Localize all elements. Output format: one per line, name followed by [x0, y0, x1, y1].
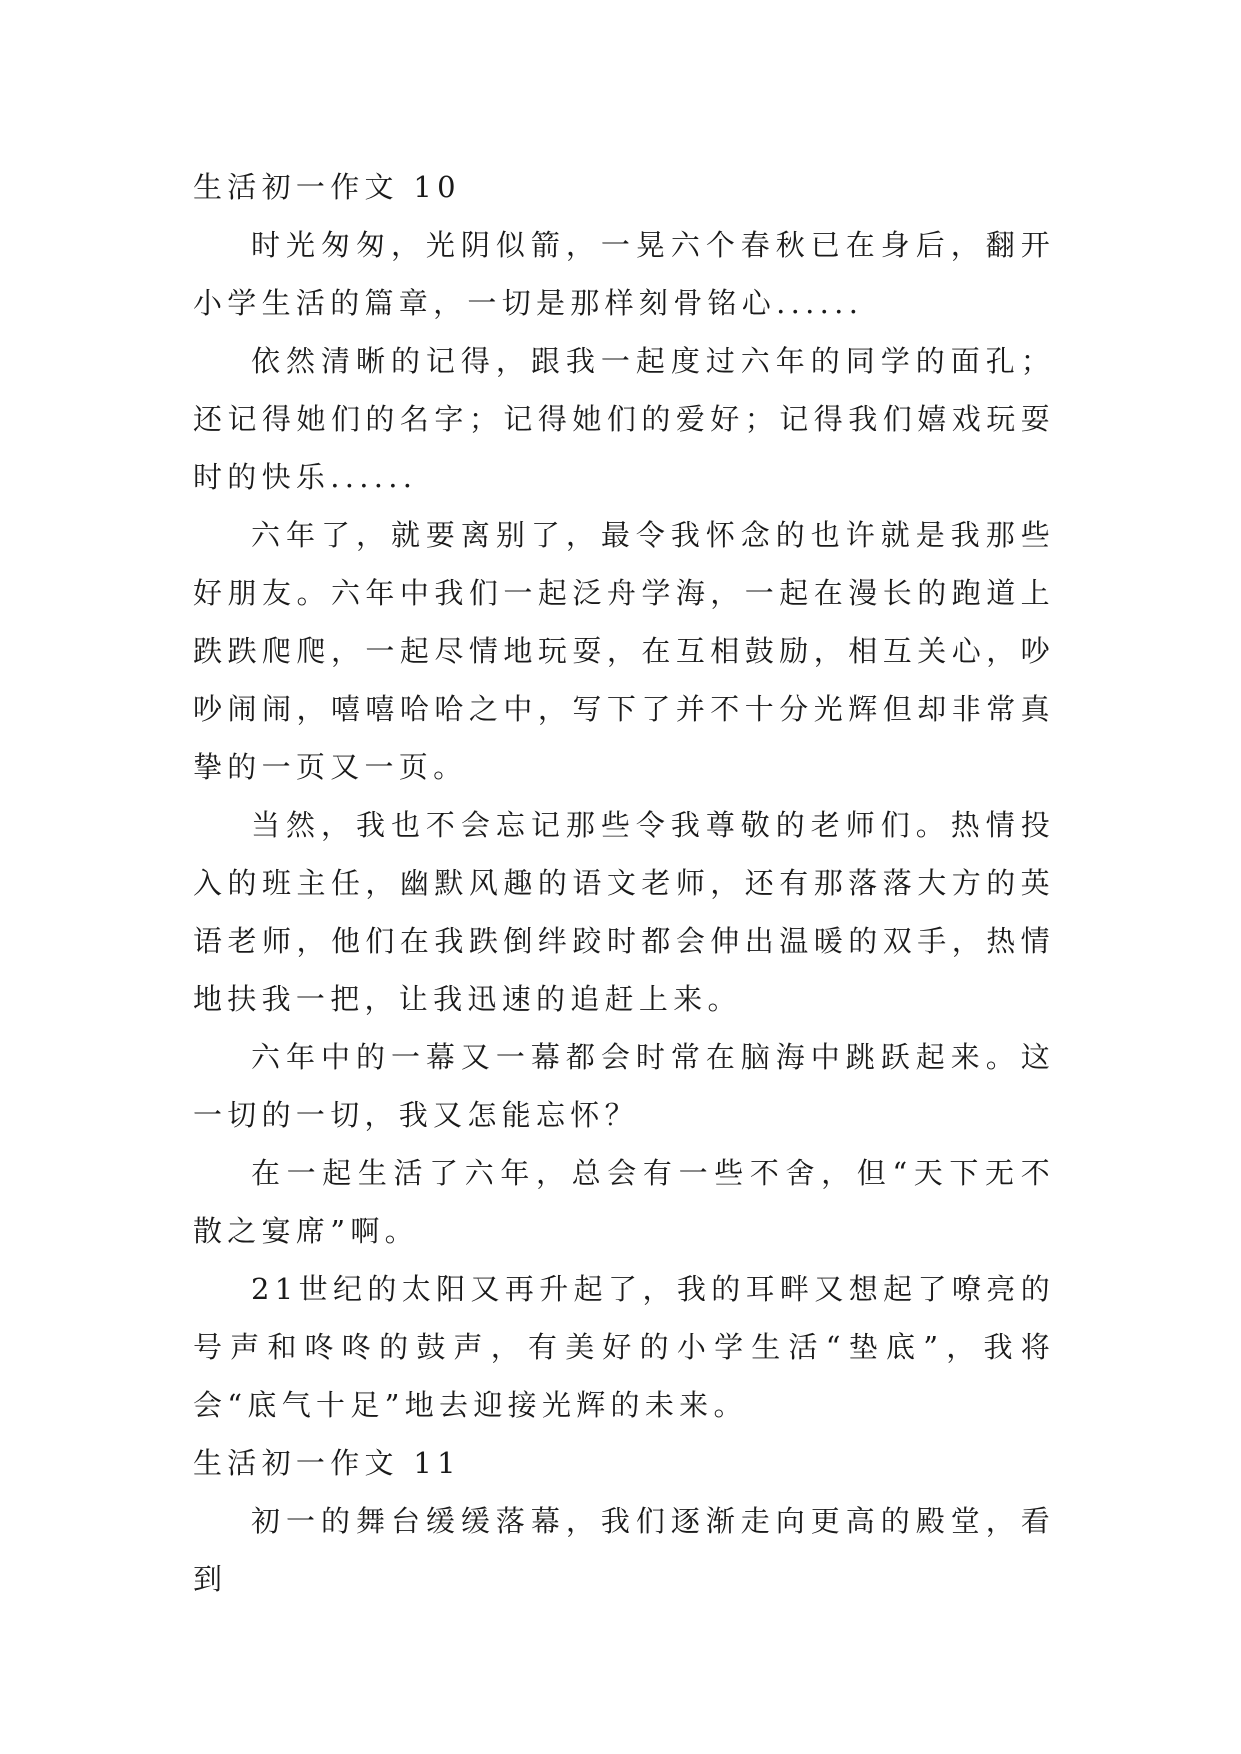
paragraph: 依然清晰的记得，跟我一起度过六年的同学的面孔；还记得她们的名字；记得她们的爱好；记得我们嬉戏玩耍时的快乐......: [193, 344, 1055, 494]
paragraph: 当然，我也不会忘记那些令我尊敬的老师们。热情投入的班主任，幽默风趣的语文老师，还有那落落大方的英语老师，他们在我跌倒绊跤时都会伸出温暖的双手，热情地扶我一把，让我迅速的追赶上来。: [193, 808, 1055, 1016]
paragraph: 时光匆匆，光阴似箭，一晃六个春秋已在身后，翻开小学生活的篇章，一切是那样刻骨铭心......: [193, 228, 1055, 320]
paragraph: 21世纪的太阳又再升起了，我的耳畔又想起了嘹亮的号声和咚咚的鼓声，有美好的小学生活“垫底”，我将会“底气十足”地去迎接光辉的未来。: [193, 1272, 1055, 1422]
paragraph: 六年中的一幕又一幕都会时常在脑海中跳跃起来。这一切的一切，我又怎能忘怀？: [193, 1040, 1055, 1132]
paragraph: 六年了，就要离别了，最令我怀念的也许就是我那些好朋友。六年中我们一起泛舟学海，一起在漫长的跑道上跌跌爬爬，一起尽情地玩耍，在互相鼓励，相互关心，吵吵闹闹，嘻嘻哈哈之中，写下了并不十分光辉但却非常真挚的一页又一页。: [193, 518, 1055, 784]
paragraph: 在一起生活了六年，总会有一些不舍，但“天下无不散之宴席”啊。: [193, 1156, 1055, 1248]
section-heading-11: 生活初一作文 11: [193, 1446, 461, 1480]
section-heading-10: 生活初一作文 10: [193, 170, 461, 204]
document-body: [193, 158, 1055, 1608]
paragraph: 初一的舞台缓缓落幕，我们逐渐走向更高的殿堂，看到: [193, 1504, 1055, 1596]
